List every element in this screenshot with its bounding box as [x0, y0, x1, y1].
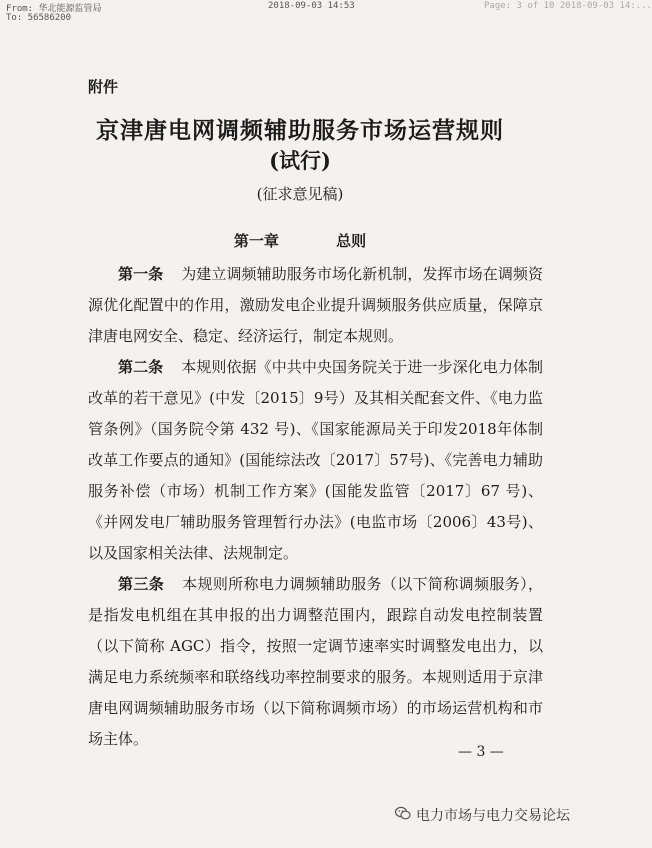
article-3-label: 第三条 [118, 575, 165, 593]
wechat-icon [395, 806, 411, 820]
article-1-text: 为建立调频辅助服务市场化新机制，发挥市场在调频资源优化配置中的作用，激励发电企业提升调频服务供应质量，保障京津唐电网安全、稳定、经济运行，制定本规则。 [88, 265, 543, 345]
document-title: 京津唐电网调频辅助服务市场运营规则 [96, 117, 504, 144]
fax-from: From: 华北能源监管局 [6, 4, 102, 14]
chapter-heading [0, 230, 600, 251]
article-2-text: 本规则依据《中共中央国务院关于进一步深化电力体制改革的若干意见》(中发〔2015〕9号）及其相关配套文件、《电力监管条例》（国务院令第 432 号)、《国家能源局关于印发2018年体制改革工作要点的通知》(国能综法改〔2017〕57号)、《完善电力辅助服务补偿（市场）机制工作方案》(国能发监管〔2017〕67 号)、《并网发电厂辅助服务管理暂行办法》(电监市场〔2006〕43号)、以及国家相关法律、法规制定。 [88, 358, 543, 562]
document-draft-note: (征求意见稿) [256, 185, 344, 203]
fax-to: To: 56586200 [6, 13, 72, 23]
article-2 [88, 352, 543, 569]
page-number: — 3 — [458, 744, 504, 760]
chapter-name: 总则 [336, 232, 367, 250]
article-3 [88, 569, 543, 755]
watermark-text: 电力市场与电力交易论坛 [416, 808, 570, 824]
fax-header [6, 1, 652, 27]
article-2-label: 第二条 [118, 358, 164, 376]
article-1-label: 第一条 [118, 265, 164, 283]
document-trial-note: (试行) [269, 148, 331, 173]
article-1 [88, 259, 543, 352]
fax-datetime: 2018-09-03 14:53 [268, 1, 355, 11]
attachment-label: 附件 [88, 78, 119, 96]
fax-page-info: Page: 3 of 10 2018-09-03 14:... [484, 1, 652, 11]
article-3-text: 本规则所称电力调频辅助服务（以下简称调频服务），是指发电机组在其申报的出力调整范围内，跟踪自动发电控制装置（以下简称 AGC）指令，按照一定调节速率实时调整发电出力，以满足电力系统频率和联络线功率控制要求的服务。本规则适用于京津唐电网调频辅助服务市场（以下简称调频市场）的市场运营机构和市场主体。 [88, 575, 543, 748]
chapter-number: 第一章 [233, 232, 279, 250]
